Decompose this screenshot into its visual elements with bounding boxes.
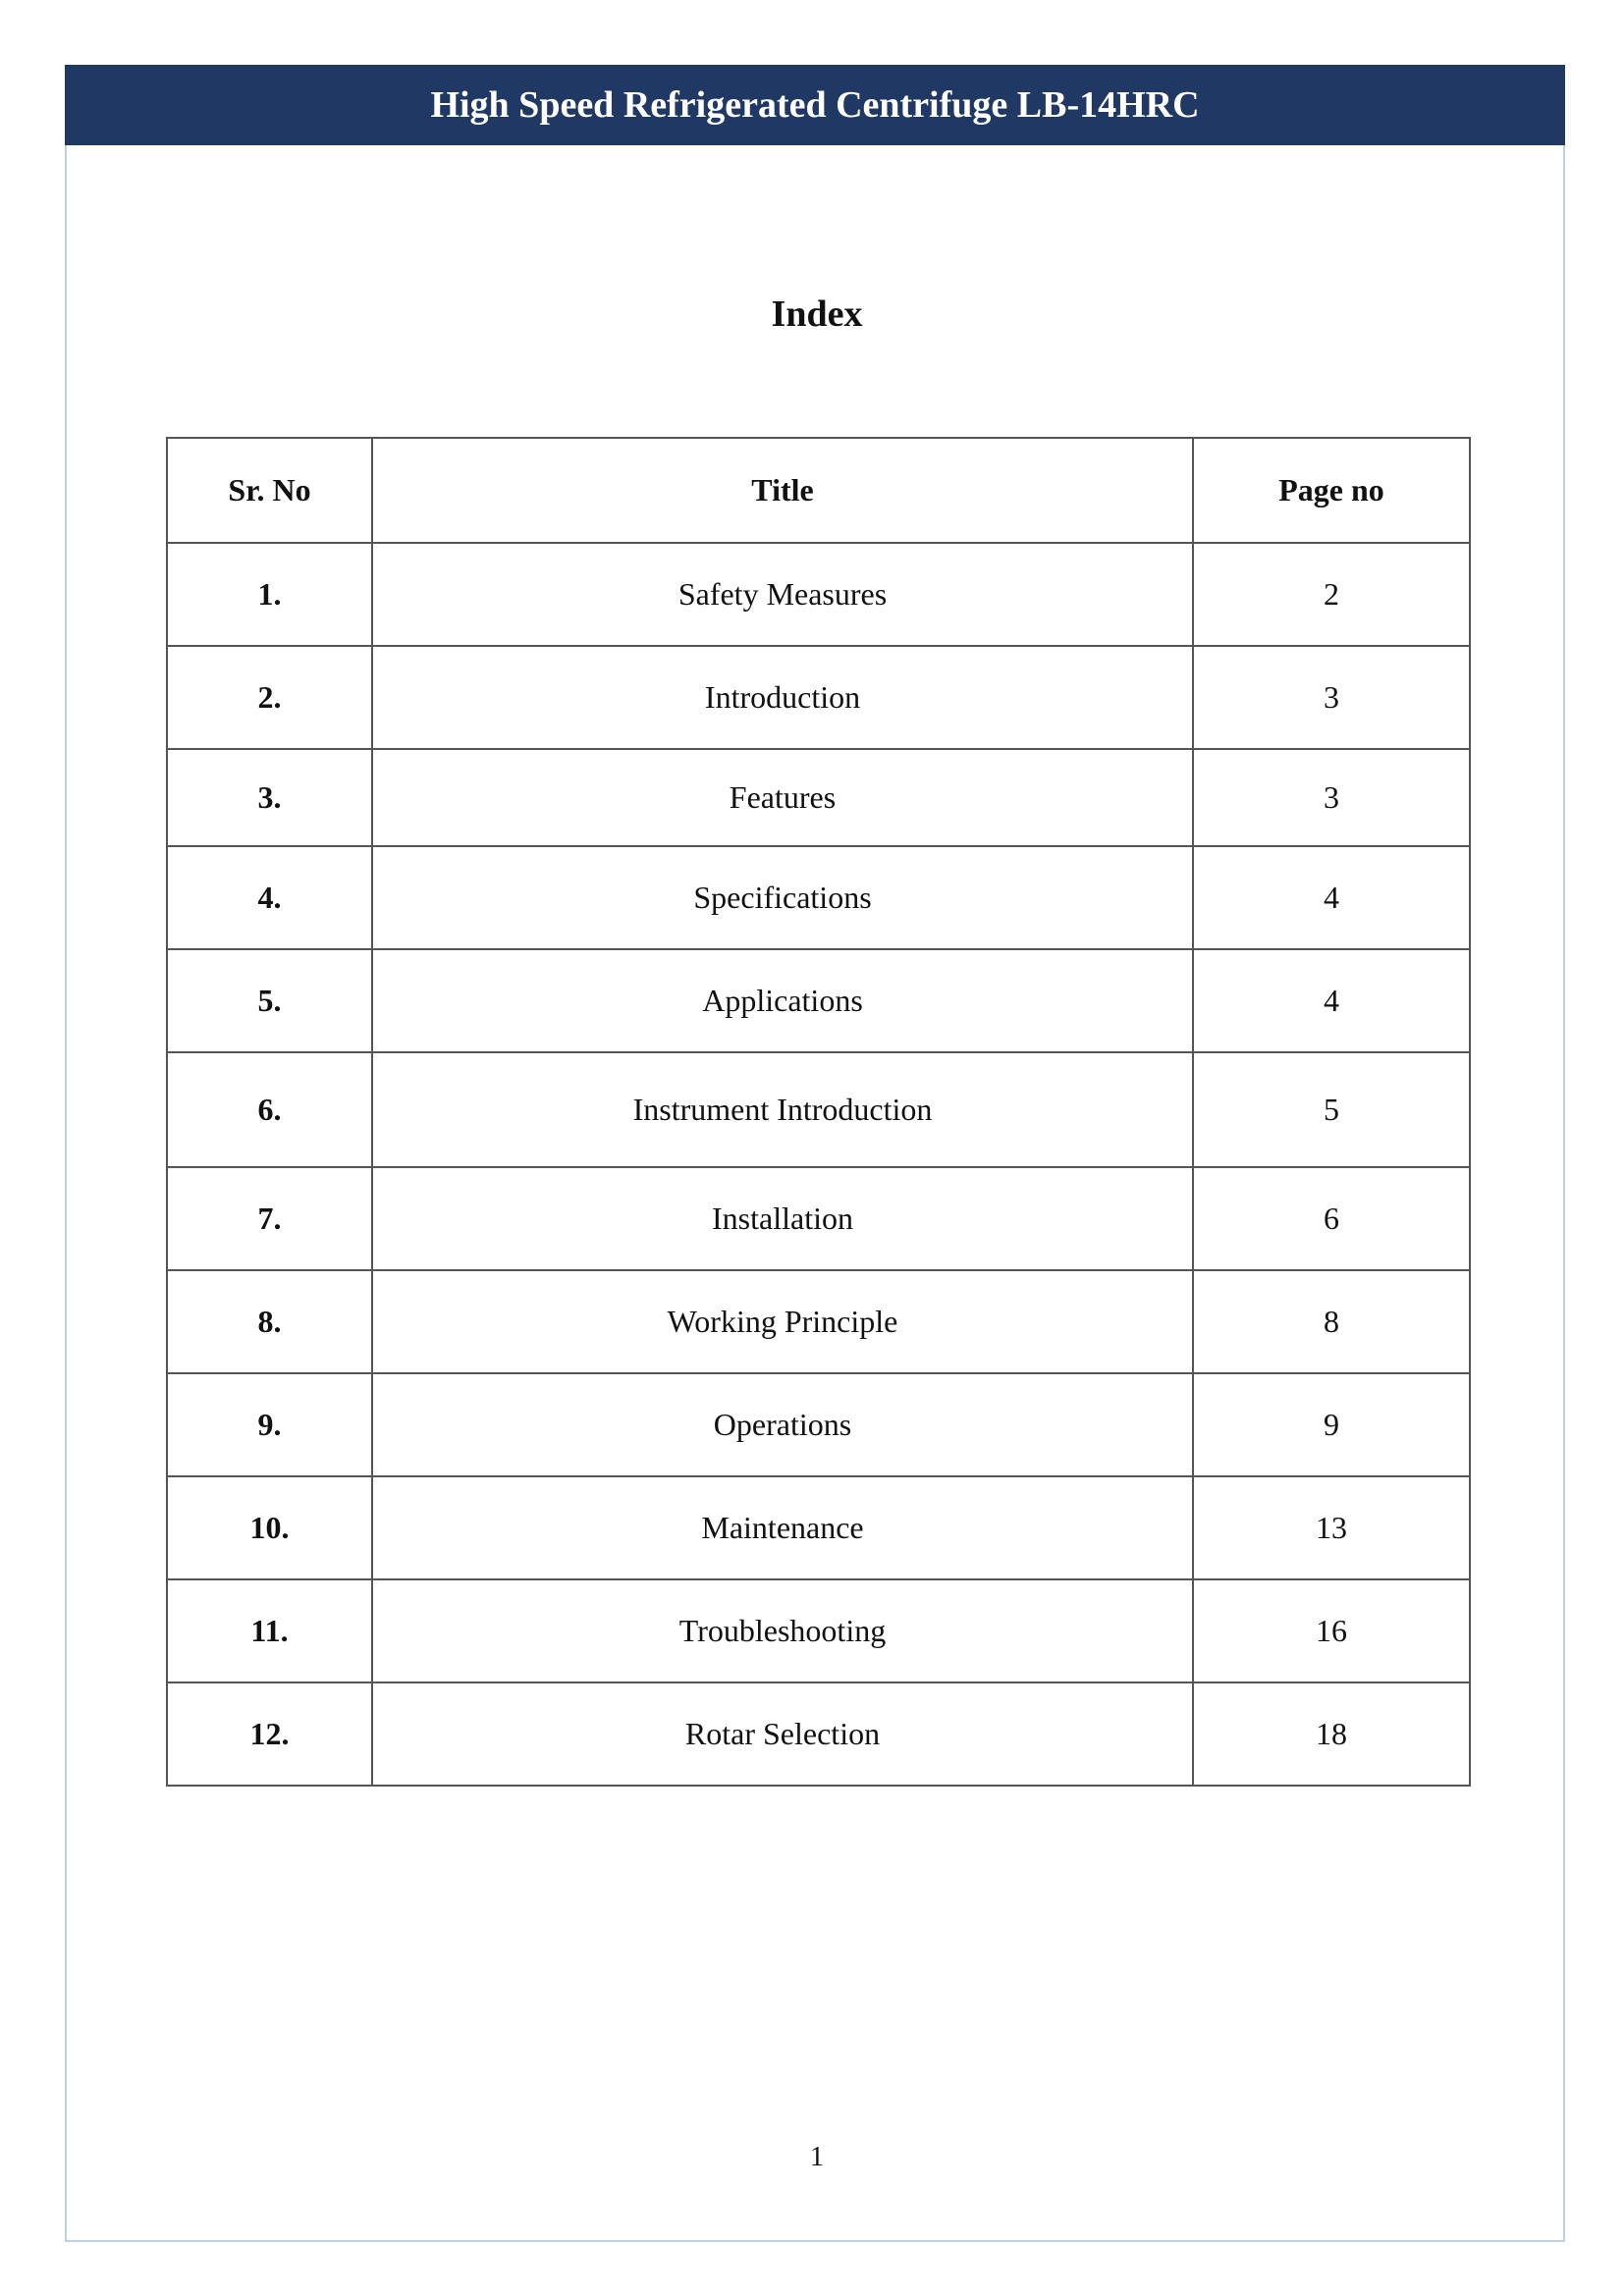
- page-no-cell: 4: [1193, 949, 1470, 1052]
- title-cell: Operations: [372, 1373, 1193, 1476]
- sr-no-cell: 6.: [167, 1052, 372, 1167]
- sr-no-cell: 2.: [167, 646, 372, 749]
- table-row: [167, 543, 1470, 646]
- column-header-title: Title: [372, 438, 1193, 543]
- title-cell: Applications: [372, 949, 1193, 1052]
- table-row: [167, 846, 1470, 949]
- page-no-cell: 9: [1193, 1373, 1470, 1476]
- title-cell: Introduction: [372, 646, 1193, 749]
- sr-no-cell: 4.: [167, 846, 372, 949]
- sr-no-cell: 10.: [167, 1476, 372, 1579]
- table-row: [167, 949, 1470, 1052]
- table-header-row: [167, 438, 1470, 543]
- title-cell: Instrument Introduction: [372, 1052, 1193, 1167]
- sr-no-cell: 11.: [167, 1579, 372, 1682]
- sr-no-cell: 3.: [167, 749, 372, 846]
- page-no-cell: 3: [1193, 749, 1470, 846]
- sr-no-cell: 8.: [167, 1270, 372, 1373]
- title-cell: Troubleshooting: [372, 1579, 1193, 1682]
- title-cell: Installation: [372, 1167, 1193, 1270]
- page-no-cell: 5: [1193, 1052, 1470, 1167]
- title-cell: Features: [372, 749, 1193, 846]
- table-row: [167, 1052, 1470, 1167]
- page-no-cell: 13: [1193, 1476, 1470, 1579]
- title-cell: Working Principle: [372, 1270, 1193, 1373]
- table-row: [167, 1682, 1470, 1786]
- table-row: [167, 749, 1470, 846]
- page-no-cell: 8: [1193, 1270, 1470, 1373]
- sr-no-cell: 7.: [167, 1167, 372, 1270]
- table-row: [167, 646, 1470, 749]
- page-no-cell: 16: [1193, 1579, 1470, 1682]
- document-header: [65, 65, 1565, 145]
- table-row: [167, 1579, 1470, 1682]
- document-title: High Speed Refrigerated Centrifuge LB-14HRC: [430, 84, 1200, 126]
- column-header-sr-no: Sr. No: [167, 438, 372, 543]
- page-no-cell: 6: [1193, 1167, 1470, 1270]
- sr-no-cell: 12.: [167, 1682, 372, 1786]
- title-cell: Specifications: [372, 846, 1193, 949]
- column-header-page-no: Page no: [1193, 438, 1470, 543]
- sr-no-cell: 9.: [167, 1373, 372, 1476]
- title-cell: Safety Measures: [372, 543, 1193, 646]
- page-no-cell: 4: [1193, 846, 1470, 949]
- index-table: [166, 437, 1471, 1787]
- page-no-cell: 2: [1193, 543, 1470, 646]
- sr-no-cell: 1.: [167, 543, 372, 646]
- table-row: [167, 1167, 1470, 1270]
- page-number: 1: [810, 2142, 824, 2172]
- title-cell: Rotar Selection: [372, 1682, 1193, 1786]
- index-heading: Index: [771, 294, 863, 335]
- table-row: [167, 1270, 1470, 1373]
- table-row: [167, 1476, 1470, 1579]
- table-row: [167, 1373, 1470, 1476]
- page-no-cell: 18: [1193, 1682, 1470, 1786]
- sr-no-cell: 5.: [167, 949, 372, 1052]
- title-cell: Maintenance: [372, 1476, 1193, 1579]
- page-no-cell: 3: [1193, 646, 1470, 749]
